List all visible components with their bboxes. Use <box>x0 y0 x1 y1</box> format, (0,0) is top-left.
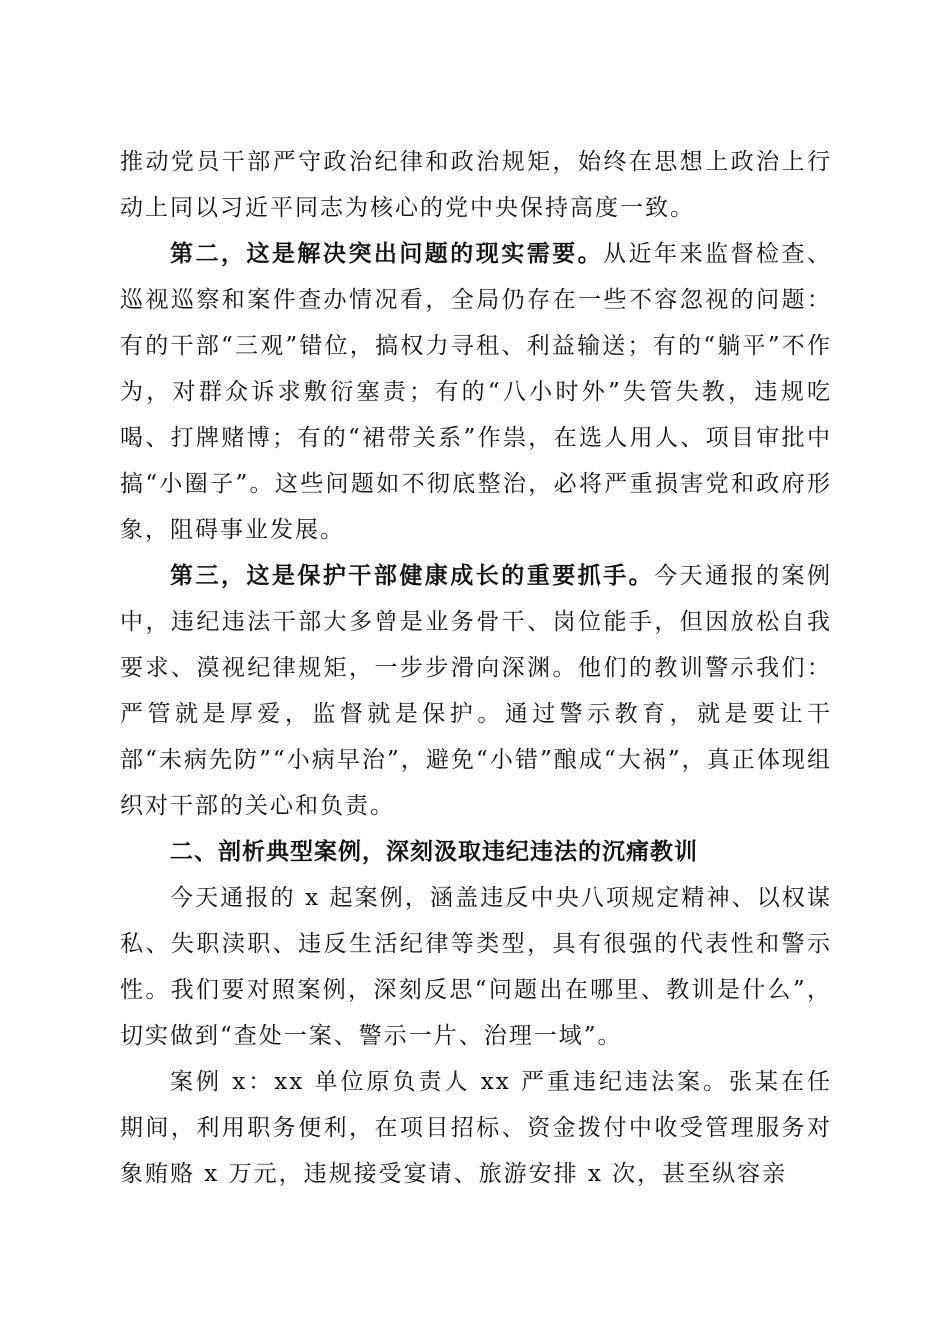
point-2-body: 从近年来监督检查、巡视巡察和案件查办情况看，全局仍存在一些不容忽视的问题：有的干部“三观”错位，搞权力寻租、利益输送；有的“躺平”不作为，对群众诉求敷衍塞责；有的“八小时外”失管失教，违规吃喝、打牌赌博；有的“裙带关系”作祟，在选人用人、项目审批中搞“小圈子”。这些问题如不彻底整治，必将严重损害党和政府形象，阻碍事业发展。 <box>120 241 833 543</box>
paragraph-continuation: 推动党员干部严守政治纪律和政治规矩，始终在思想上政治上行动上同以习近平同志为核心的党中央保持高度一致。 <box>120 149 832 221</box>
paragraph-case: 案例 x：xx 单位原负责人 xx 严重违纪违法案。张某在任期间，利用职务便利，在项目招标、资金拨付中收受管理服务对象贿赂 x 万元，违规接受宴请、旅游安排 x 次，甚至纵容亲 <box>120 1069 832 1187</box>
point-2-lead: 第二，这是解决突出问题的现实需要。 <box>170 241 604 267</box>
point-3-lead: 第三，这是保护干部健康成长的重要抓手。 <box>170 563 655 589</box>
section-heading: 二、剖析典型案例，深刻汲取违纪违法的沉痛教训 <box>170 839 698 865</box>
document-body <box>120 139 832 1197</box>
paragraph-point-3 <box>120 553 832 829</box>
paragraph-point-2 <box>120 231 832 553</box>
paragraph-section-intro: 今天通报的 x 起案例，涵盖违反中央八项规定精神、以权谋私、失职渎职、违反生活纪律等类型，具有很强的代表性和警示性。我们要对照案例，深刻反思“问题出在哪里、教训是什么”，切实做到“查处一案、警示一片、治理一域”。 <box>120 885 832 1049</box>
point-3-body: 今天通报的案例中，违纪违法干部大多曾是业务骨干、岗位能手，但因放松自我要求、漠视纪律规矩，一步步滑向深渊。他们的教训警示我们：严管就是厚爱，监督就是保护。通过警示教育，就是要让干部“未病先防”“小病早治”，避免“小错”酿成“大祸”，真正体现组织对干部的关心和负责。 <box>120 563 833 819</box>
